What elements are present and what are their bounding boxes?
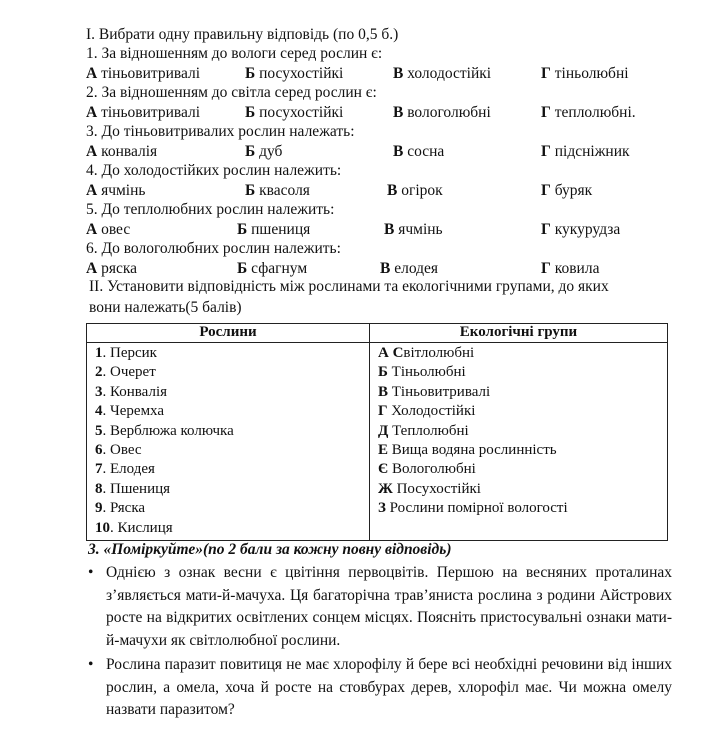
question-1: 1. За відношенням до вологи серед рослин є: bbox=[86, 45, 383, 62]
group-row: З Рослини помірної вологості bbox=[378, 500, 568, 517]
part1-heading: I. Вибрати одну правильну відповідь (по 0,5 б.) bbox=[86, 26, 399, 43]
q2-option-c: В вологолюбні bbox=[393, 104, 491, 121]
q1-option-d: Г тіньолюбні bbox=[541, 65, 629, 82]
matching-table bbox=[86, 323, 668, 541]
part3-heading: 3. «Поміркуйте»(по 2 бали за кожну повну відповідь) bbox=[88, 541, 452, 558]
plant-row: 2. Очерет bbox=[95, 364, 156, 381]
group-row: Д Теплолюбні bbox=[378, 422, 469, 439]
q6-option-c: В елодея bbox=[380, 260, 439, 277]
bullet-icon: • bbox=[88, 564, 94, 581]
plant-row: 10. Кислиця bbox=[95, 519, 173, 536]
plant-row: 6. Овес bbox=[95, 441, 142, 458]
plant-row: 5. Верблюжа колючка bbox=[95, 422, 234, 439]
task-item bbox=[86, 562, 672, 652]
q4-option-b: Б квасоля bbox=[245, 182, 310, 199]
part2-heading-line2: вони належать(5 балів) bbox=[89, 299, 242, 316]
question-2: 2. За відношенням до світла серед рослин є: bbox=[86, 84, 377, 101]
group-row: Ж Посухостійкі bbox=[378, 480, 481, 497]
q6-option-a: А ряска bbox=[86, 260, 138, 277]
group-row: Є Вологолюбні bbox=[378, 461, 476, 478]
plant-row: 4. Черемха bbox=[95, 403, 165, 420]
q1-option-c: В холодостійкі bbox=[393, 65, 492, 82]
q1-option-b: Б посухостійкі bbox=[245, 65, 344, 82]
q4-option-a: А ячмінь bbox=[86, 182, 146, 199]
q5-option-b: Б пшениця bbox=[237, 221, 311, 238]
q2-option-a: А тіньовитривалі bbox=[86, 104, 201, 121]
groups-column-header: Екологічні групи bbox=[370, 324, 668, 343]
group-row: В Тіньовитривалі bbox=[378, 383, 491, 400]
question-5: 5. До теплолюбних рослин належить: bbox=[86, 201, 335, 218]
q2-option-d: Г теплолюбні. bbox=[541, 104, 636, 121]
task-item bbox=[86, 654, 672, 722]
q6-option-b: Б сфагнум bbox=[237, 260, 308, 277]
plant-row: 7. Елодея bbox=[95, 461, 155, 478]
plant-row: 1. Персик bbox=[95, 345, 157, 361]
group-row: Г Холодостійкі bbox=[378, 403, 476, 420]
group-row: А Світлолюбні bbox=[378, 345, 475, 361]
q3-option-d: Г підсніжник bbox=[541, 143, 630, 160]
q3-option-a: А конвалія bbox=[86, 143, 158, 160]
q4-option-d: Г буряк bbox=[541, 182, 593, 199]
question-6: 6. До вологолюбних рослин належить: bbox=[86, 240, 341, 257]
bullet-icon: • bbox=[88, 656, 94, 673]
q5-option-d: Г кукурудза bbox=[541, 221, 621, 238]
q3-option-c: В сосна bbox=[393, 143, 445, 160]
plant-row: 8. Пшениця bbox=[95, 480, 171, 497]
q3-option-b: Б дуб bbox=[245, 143, 283, 160]
q6-option-d: Г ковила bbox=[541, 260, 600, 277]
group-row: Б Тіньолюбні bbox=[378, 364, 466, 381]
plants-column-header: Рослини bbox=[87, 324, 370, 343]
plant-row: 9. Ряска bbox=[95, 500, 146, 517]
groups-cell bbox=[370, 343, 668, 541]
q4-option-c: В огірок bbox=[387, 182, 443, 199]
q2-option-b: Б посухостійкі bbox=[245, 104, 344, 121]
q5-option-a: А овес bbox=[86, 221, 131, 238]
task-list bbox=[86, 562, 672, 724]
question-3: 3. До тіньовитривалих рослин належать: bbox=[86, 123, 355, 140]
q1-option-a: А тіньовитривалі bbox=[86, 65, 201, 82]
part2-heading-line1: II. Установити відповідність між рослинами та екологічними групами, до яких bbox=[89, 278, 609, 295]
task-text: Однією з ознак весни є цвітіння первоцвітів. Першою на весняних проталинах з’являється мати-й-мачуха. Ця багаторічна трав’яниста рослина з родини Айстрових росте на відкритих освітлених сонцем місцях. Поясніть пристосувальні ознаки мати-й-мачухи як світлолюбної рослини. bbox=[106, 564, 672, 649]
task-text: Рослина паразит повитиця не має хлорофілу й бере всі необхідні речовини від інших рослин, а омела, хоча й росте на стовбурах дерев, хлорофіл має. Чи можна омелу назвати паразитом? bbox=[106, 656, 672, 718]
plant-row: 3. Конвалія bbox=[95, 383, 168, 400]
q5-option-c: В ячмінь bbox=[384, 221, 443, 238]
plants-cell bbox=[87, 343, 370, 541]
question-4: 4. До холодостійких рослин належить: bbox=[86, 162, 342, 179]
group-row: Е Вища водяна рослинність bbox=[378, 441, 557, 458]
